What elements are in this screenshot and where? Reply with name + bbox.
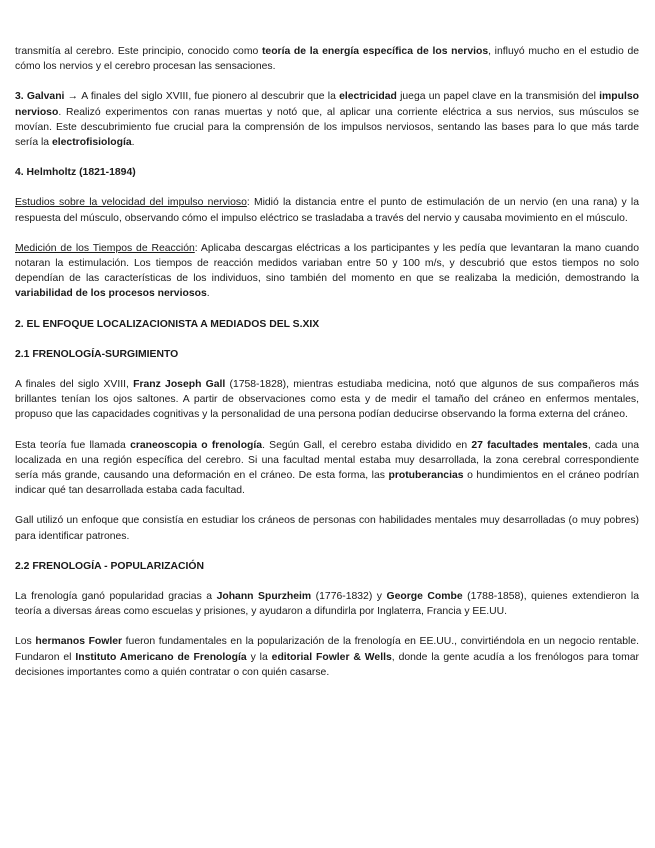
text: : Midió la distancia entre el punto de estimulación de un nervio (en una rana) y la respuesta del músculo, observando cómo el impulso eléctrico se trasladaba a través del nervio y causaba movimiento en el músculo. [15, 197, 639, 224]
text: . [131, 137, 135, 149]
section-2-1-heading: 2.1 FRENOLOGÍA-SURGIMIENTO [15, 348, 179, 360]
text: , donde la gente acudía a los frenólogos para tomar decisiones importantes como a quién contratar o con quién casarse. [15, 651, 639, 678]
paragraph-spurzheim-combe [15, 589, 639, 619]
text: (1758-1828), mientras estudiaba medicina, notó que algunos de sus compañeros más brillantes tenían los ojos saltones. A partir de observaciones como esta y de medir el tamaño del cráneo en enfermos mentales, propuso que las capacidades cognitivas y la personalidad de una persona podían deducirse observando la forma externa del cráneo. [15, 379, 639, 421]
text: Los [15, 636, 36, 648]
bold-term: impulso nervioso [15, 91, 640, 118]
arrow-icon: → [64, 91, 82, 103]
galvani-heading: 3. Galvani [15, 91, 65, 103]
text: A finales del siglo XVIII, fue pionero al descubrir que la [81, 91, 340, 103]
paragraph-impulse-speed [15, 195, 639, 225]
text: . Según Gall, el cerebro estaba dividido en [262, 439, 472, 451]
text: . Realizó experimentos con ranas muertas y notó que, al aplicar una corriente eléctrica a sus nervios, sus músculos se movían. Este descubrimiento fue crucial para la comprensión de los impulsos nerviosos, sentando las bases para lo que más tarde sería la [15, 106, 639, 149]
paragraph-fowler [15, 634, 639, 680]
text: (1788-1858), quienes extendieron la teoría a diversas áreas como escuelas y prisiones, y ayudaron a difundirla por Inglaterra, Francia y EE.UU. [15, 591, 639, 618]
text: o hundimientos en el cráneo podrían indicar qué tan desarrollada estaba cada facultad. [15, 470, 639, 497]
underlined-label: Medición de los Tiempos de Reacción [15, 242, 195, 254]
paragraph-craneoscopia [15, 438, 639, 499]
paragraph-specific-nerve-energy [15, 44, 639, 74]
paragraph-reaction-times [15, 241, 639, 302]
text: . [206, 288, 210, 300]
text: , cada una localizada en una región específica del cerebro. Si una facultad mental estaba muy desarrollada, la zona cerebral correspondiente sería más grande, causando una deformación en el cráneo. De esta forma, las [15, 439, 640, 482]
bold-term: George Combe [386, 591, 463, 603]
paragraph-gall-intro [15, 377, 639, 423]
section-2-heading: 2. EL ENFOQUE LOCALIZACIONISTA A MEDIADOS DEL S.XIX [15, 318, 320, 330]
underlined-label: Estudios sobre la velocidad del impulso nervioso [15, 197, 247, 209]
section-2-2-heading: 2.2 FRENOLOGÍA - POPULARIZACIÓN [15, 560, 204, 572]
text: A finales del siglo XVIII, [15, 379, 134, 391]
paragraph-galvani [15, 89, 639, 150]
text: La frenología ganó popularidad gracias a [15, 591, 217, 603]
text: , influyó mucho en el estudio de cómo los nervios y el cerebro procesan las sensaciones. [15, 46, 640, 73]
bold-term: editorial Fowler & Wells [271, 651, 392, 663]
bold-term: Johann Spurzheim [216, 591, 312, 603]
text: (1776-1832) y [311, 591, 387, 603]
text: Esta teoría fue llamada [15, 439, 131, 451]
bold-term: Franz Joseph Gall [133, 379, 226, 391]
bold-term: teoría de la energía específica de los nervios [261, 46, 489, 57]
bold-term: electricidad [339, 91, 397, 103]
document-page [15, 44, 639, 680]
text: transmitía al cerebro. Este principio, conocido como [15, 46, 262, 57]
paragraph-gall-method: Gall utilizó un enfoque que consistía en estudiar los cráneos de personas con habilidades mentales muy desarrolladas (o muy pobres) para identificar patrones. [15, 515, 639, 542]
bold-term: electrofisiología [51, 137, 132, 149]
text: : Aplicaba descargas eléctricas a los participantes y les pedía que levantaran la mano cuando notaran la estimulación. Los tiempos de reacción medidos variaban entre 50 y 100 m/s, y descubrió que estos tiempos no solo dependían de las características de los individuos, sino también del momento en que se realizaba la medición, demostrando la [15, 242, 639, 285]
bold-term: 27 facultades mentales [471, 439, 588, 451]
text: juega un papel clave en la transmisión del [396, 91, 600, 103]
bold-term: craneoscopia o frenología [130, 439, 263, 451]
bold-term: hermanos Fowler [35, 636, 123, 648]
text: fueron fundamentales en la popularización de la frenología en EE.UU., convirtiéndola en un negocio rentable. Fundaron el [15, 636, 640, 663]
helmholtz-heading: 4. Helmholtz (1821-1894) [15, 167, 136, 179]
bold-term: Instituto Americano de Frenología [75, 651, 247, 663]
text: y la [246, 651, 272, 663]
bold-term: variabilidad de los procesos nerviosos [15, 288, 207, 300]
bold-term: protuberancias [388, 470, 464, 482]
